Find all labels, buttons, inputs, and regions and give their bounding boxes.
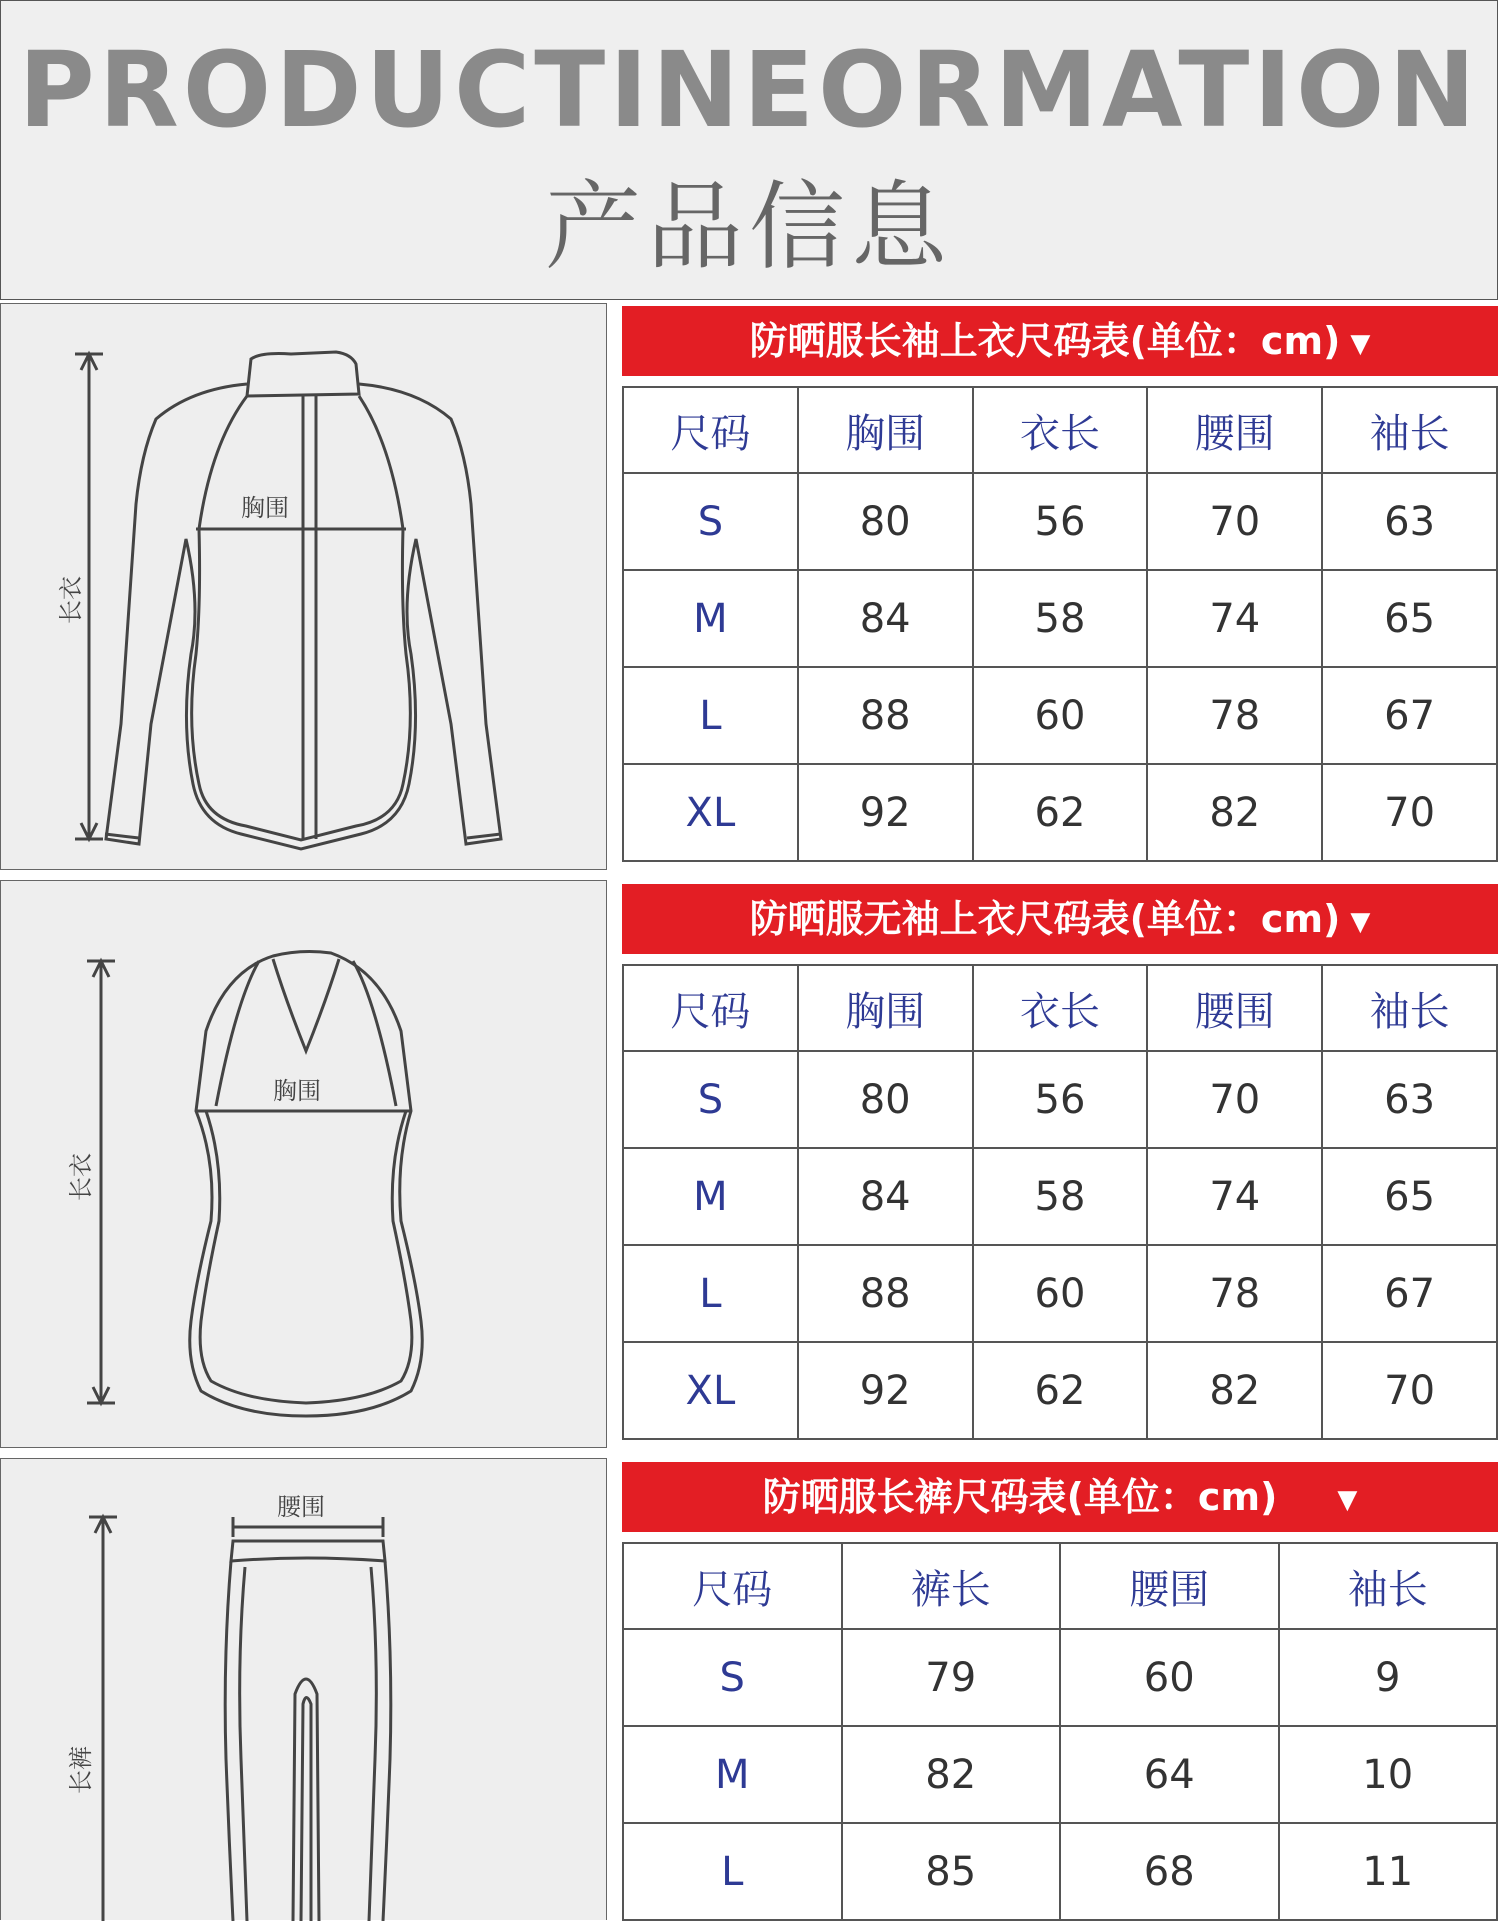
measurement-cell: 56 — [973, 473, 1148, 570]
dropdown-arrow-icon: ▼ — [1350, 328, 1371, 359]
size-table-title: 防晒服长袖上衣尺码表(单位：cm) — [749, 319, 1341, 363]
table-row — [623, 473, 1497, 570]
measurement-cell: 92 — [798, 764, 973, 861]
measurement-cell: 60 — [1060, 1629, 1279, 1726]
measurement-cell: 58 — [973, 570, 1148, 667]
size-table-banner — [622, 306, 1498, 376]
column-header: 尺码 — [623, 965, 798, 1051]
dropdown-arrow-icon: ▼ — [1350, 906, 1371, 937]
size-cell: L — [623, 667, 798, 764]
table-row — [623, 1726, 1497, 1823]
measurement-cell: 68 — [1060, 1823, 1279, 1920]
size-cell: L — [623, 1823, 842, 1920]
pants-size-table — [622, 1542, 1498, 1921]
measurement-cell: 58 — [973, 1148, 1148, 1245]
long-pants-illustration — [0, 1458, 607, 1920]
size-cell: S — [623, 1051, 798, 1148]
sleeveless-size-section — [622, 884, 1498, 1448]
measurement-cell: 60 — [973, 1245, 1148, 1342]
table-row — [623, 570, 1497, 667]
size-table-banner — [622, 1462, 1498, 1532]
measurement-cell: 63 — [1322, 1051, 1497, 1148]
page-header — [0, 0, 1498, 300]
size-cell: S — [623, 473, 798, 570]
column-header: 腰围 — [1060, 1543, 1279, 1629]
column-header: 衣长 — [973, 387, 1148, 473]
table-row — [623, 667, 1497, 764]
column-header: 尺码 — [623, 1543, 842, 1629]
size-table-title: 防晒服无袖上衣尺码表(单位：cm) — [749, 897, 1341, 941]
measurement-cell: 92 — [798, 1342, 973, 1439]
measurement-cell: 65 — [1322, 570, 1497, 667]
long-sleeve-size-table — [622, 386, 1498, 862]
table-row — [623, 764, 1497, 861]
measurement-cell: 88 — [798, 1245, 973, 1342]
column-header: 袖长 — [1279, 1543, 1498, 1629]
length-label: 长衣 — [67, 1153, 95, 1201]
table-row — [623, 1245, 1497, 1342]
pants-size-section — [622, 1462, 1498, 1920]
measurement-cell: 70 — [1147, 473, 1322, 570]
measurement-cell: 56 — [973, 1051, 1148, 1148]
measurement-cell: 74 — [1147, 570, 1322, 667]
table-row — [623, 1629, 1497, 1726]
measurement-cell: 78 — [1147, 1245, 1322, 1342]
size-cell: S — [623, 1629, 842, 1726]
measurement-cell: 78 — [1147, 667, 1322, 764]
header-title-en: PRODUCTINEORMATION — [18, 29, 1480, 151]
measurement-cell: 82 — [1147, 1342, 1322, 1439]
measurement-cell: 70 — [1322, 764, 1497, 861]
table-row — [623, 1051, 1497, 1148]
long-sleeve-top-illustration — [0, 303, 607, 870]
table-header-row — [623, 387, 1497, 473]
column-header: 裤长 — [842, 1543, 1061, 1629]
measurement-cell: 82 — [842, 1726, 1061, 1823]
measurement-cell: 74 — [1147, 1148, 1322, 1245]
measurement-cell: 88 — [798, 667, 973, 764]
length-label: 长裤 — [67, 1746, 95, 1794]
long-sleeve-size-section — [622, 306, 1498, 870]
long-sleeve-top-drawing — [1, 304, 608, 871]
column-header: 胸围 — [798, 965, 973, 1051]
sleeveless-size-table — [622, 964, 1498, 1440]
column-header: 衣长 — [973, 965, 1148, 1051]
column-header: 腰围 — [1147, 965, 1322, 1051]
measurement-cell: 84 — [798, 570, 973, 667]
column-header: 胸围 — [798, 387, 973, 473]
column-header: 袖长 — [1322, 965, 1497, 1051]
measurement-cell: 62 — [973, 1342, 1148, 1439]
sleeveless-top-drawing — [1, 881, 608, 1449]
table-header-row — [623, 1543, 1497, 1629]
table-row — [623, 1823, 1497, 1920]
measurement-cell: 67 — [1322, 667, 1497, 764]
column-header: 腰围 — [1147, 387, 1322, 473]
long-pants-drawing — [1, 1459, 608, 1921]
measurement-cell: 64 — [1060, 1726, 1279, 1823]
size-cell: XL — [623, 1342, 798, 1439]
size-table-banner — [622, 884, 1498, 954]
size-cell: L — [623, 1245, 798, 1342]
size-cell: M — [623, 1148, 798, 1245]
measurement-cell: 80 — [798, 473, 973, 570]
size-cell: XL — [623, 764, 798, 861]
measurement-cell: 11 — [1279, 1823, 1498, 1920]
length-label: 长衣 — [57, 576, 85, 624]
measurement-cell: 82 — [1147, 764, 1322, 861]
measurement-cell: 70 — [1147, 1051, 1322, 1148]
chest-label: 胸围 — [241, 494, 289, 522]
measurement-cell: 10 — [1279, 1726, 1498, 1823]
measurement-cell: 84 — [798, 1148, 973, 1245]
measurement-cell: 80 — [798, 1051, 973, 1148]
measurement-cell: 85 — [842, 1823, 1061, 1920]
measurement-cell: 65 — [1322, 1148, 1497, 1245]
measurement-cell: 60 — [973, 667, 1148, 764]
chest-label: 胸围 — [273, 1077, 321, 1105]
measurement-cell: 67 — [1322, 1245, 1497, 1342]
table-row — [623, 1342, 1497, 1439]
measurement-cell: 62 — [973, 764, 1148, 861]
measurement-cell: 79 — [842, 1629, 1061, 1726]
waist-label: 腰围 — [277, 1493, 325, 1521]
column-header: 尺码 — [623, 387, 798, 473]
measurement-cell: 9 — [1279, 1629, 1498, 1726]
size-table-title: 防晒服长裤尺码表(单位：cm) — [762, 1475, 1278, 1519]
table-header-row — [623, 965, 1497, 1051]
sleeveless-top-illustration — [0, 880, 607, 1448]
measurement-cell: 63 — [1322, 473, 1497, 570]
size-cell: M — [623, 1726, 842, 1823]
measurement-cell: 70 — [1322, 1342, 1497, 1439]
dropdown-arrow-icon: ▼ — [1337, 1484, 1358, 1515]
size-cell: M — [623, 570, 798, 667]
column-header: 袖长 — [1322, 387, 1497, 473]
table-row — [623, 1148, 1497, 1245]
header-title-cn: 产品信息 — [545, 171, 953, 283]
